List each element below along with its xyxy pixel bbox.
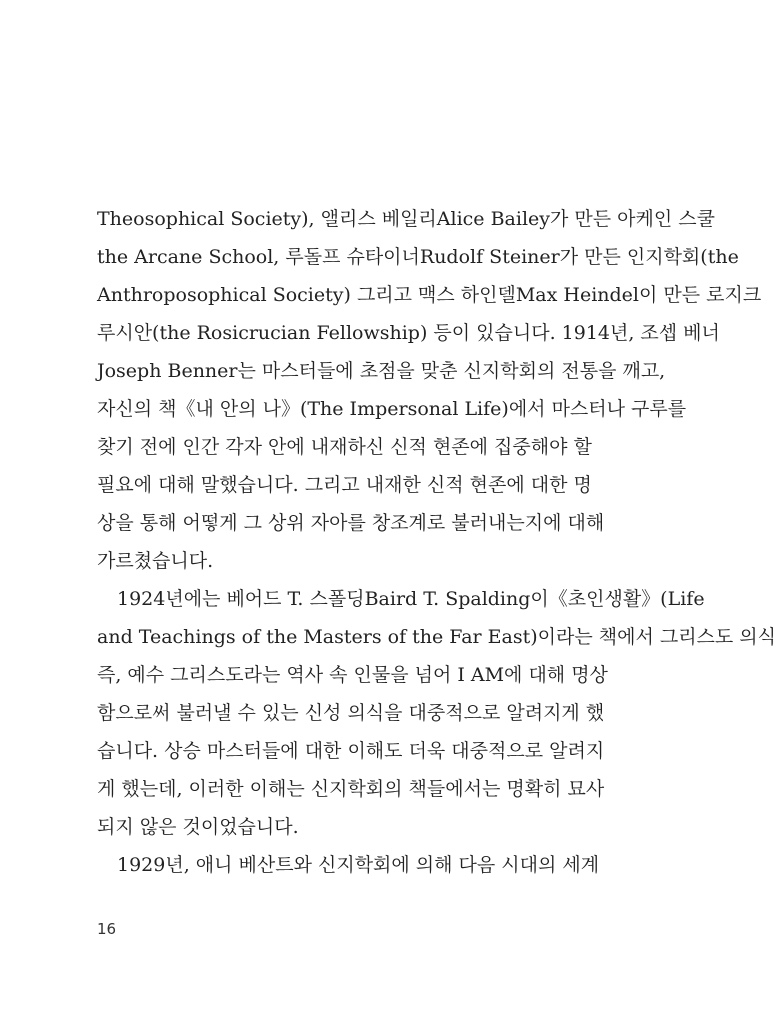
body-text [97, 200, 776, 884]
text-line: 찾기 전에 인간 각자 안에 내재하신 신적 현존에 집중해야 할 [97, 436, 592, 458]
page-number: 16 [97, 920, 117, 938]
text-line: 습니다. 상승 마스터들에 대한 이해도 더욱 대중적으로 알려지 [97, 740, 605, 762]
text-line: 상을 통해 어떻게 그 상위 자아를 창조계로 불러내는지에 대해 [97, 512, 605, 534]
text-line: Theosophical Society), 앨리스 베일리Alice Bailey가 만든 아케인 스쿨 [97, 208, 715, 230]
text-line: 1924년에는 베어드 T. 스폴딩Baird T. Spalding이《초인생활》(Life [117, 588, 705, 610]
text-line: 필요에 대해 말했습니다. 그리고 내재한 신적 현존에 대한 명 [97, 474, 592, 496]
text-line: 자신의 책《내 안의 나》(The Impersonal Life)에서 마스터나 구루를 [97, 398, 687, 420]
text-line: 1929년, 애니 베산트와 신지학회에 의해 다음 시대의 세계 [117, 854, 600, 876]
text-line: 되지 않은 것이었습니다. [97, 816, 299, 838]
text-line: 함으로써 불러낼 수 있는 신성 의식을 대중적으로 알려지게 했 [97, 702, 605, 724]
text-line: and Teachings of the Masters of the Far East)이라는 책에서 그리스도 의식 [97, 626, 776, 648]
text-line: 즉, 예수 그리스도라는 역사 속 인물을 넘어 I AM에 대해 명상 [97, 664, 608, 686]
text-line: 루시안(the Rosicrucian Fellowship) 등이 있습니다. 1914년, 조셉 베너 [97, 322, 720, 344]
text-line: 게 했는데, 이러한 이해는 신지학회의 책들에서는 명확히 묘사 [97, 778, 605, 800]
text-line: the Arcane School, 루돌프 슈타이너Rudolf Steiner가 만든 인지학회(the [97, 246, 739, 268]
text-line: Anthroposophical Society) 그리고 맥스 하인델Max Heindel이 만든 로지크 [97, 284, 762, 306]
text-line: 가르쳤습니다. [97, 550, 214, 572]
text-line: Joseph Benner는 마스터들에 초점을 맞춘 신지학회의 전통을 깨고, [97, 360, 666, 382]
